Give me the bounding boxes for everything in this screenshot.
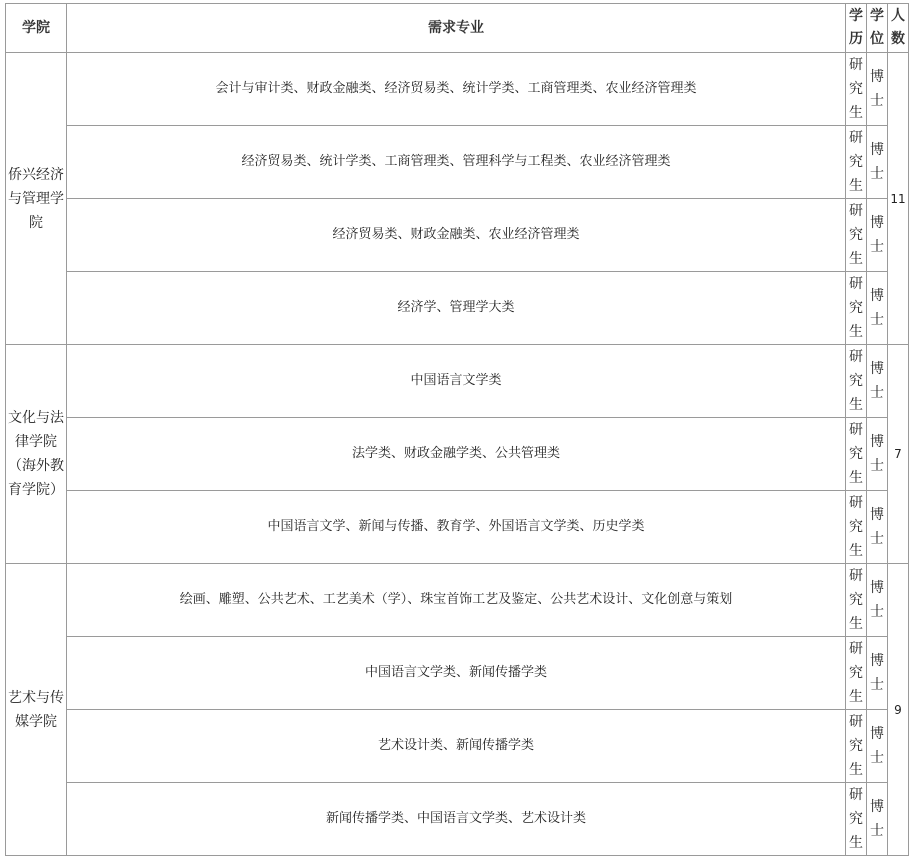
education-char: 研 bbox=[849, 641, 863, 657]
education-char: 研 bbox=[849, 787, 863, 803]
education-char: 生 bbox=[849, 689, 863, 705]
major-cell: 新闻传播学类、中国语言文学类、艺术设计类 bbox=[67, 783, 846, 856]
education-cell bbox=[846, 491, 867, 564]
education-cell bbox=[846, 418, 867, 491]
major-cell: 中国语言文学类、新闻传播学类 bbox=[67, 637, 846, 710]
degree-char: 博 bbox=[870, 361, 884, 377]
degree-char: 博 bbox=[870, 580, 884, 596]
education-char: 研 bbox=[849, 495, 863, 511]
education-cell bbox=[846, 199, 867, 272]
degree-cell bbox=[867, 710, 888, 783]
major-cell: 会计与审计类、财政金融类、经济贸易类、统计学类、工商管理类、农业经济管理类 bbox=[67, 53, 846, 126]
header-college: 学院 bbox=[6, 4, 67, 53]
degree-char: 士 bbox=[870, 823, 884, 839]
header-education bbox=[846, 4, 867, 53]
recruitment-table bbox=[5, 3, 909, 856]
degree-char: 士 bbox=[870, 604, 884, 620]
degree-cell bbox=[867, 126, 888, 199]
college-cell: 文化与法律学院（海外教育学院） bbox=[6, 345, 67, 564]
headcount-cell: 11 bbox=[888, 53, 909, 345]
education-char: 生 bbox=[849, 251, 863, 267]
degree-char: 士 bbox=[870, 750, 884, 766]
degree-char: 士 bbox=[870, 93, 884, 109]
education-char: 究 bbox=[849, 154, 863, 170]
education-char: 生 bbox=[849, 616, 863, 632]
education-char: 究 bbox=[849, 665, 863, 681]
major-cell: 经济学、管理学大类 bbox=[67, 272, 846, 345]
header-degree bbox=[867, 4, 888, 53]
education-cell bbox=[846, 272, 867, 345]
degree-cell bbox=[867, 418, 888, 491]
degree-char: 博 bbox=[870, 215, 884, 231]
header-char: 位 bbox=[870, 31, 884, 47]
education-char: 生 bbox=[849, 178, 863, 194]
degree-cell bbox=[867, 199, 888, 272]
degree-char: 博 bbox=[870, 142, 884, 158]
header-count bbox=[888, 4, 909, 53]
degree-cell bbox=[867, 783, 888, 856]
degree-char: 博 bbox=[870, 507, 884, 523]
education-char: 生 bbox=[849, 835, 863, 851]
education-char: 究 bbox=[849, 738, 863, 754]
degree-char: 士 bbox=[870, 531, 884, 547]
education-char: 生 bbox=[849, 324, 863, 340]
degree-char: 士 bbox=[870, 458, 884, 474]
table-row bbox=[6, 345, 909, 418]
college-cell: 艺术与传媒学院 bbox=[6, 564, 67, 856]
header-char: 数 bbox=[891, 31, 905, 47]
headcount-cell: 9 bbox=[888, 564, 909, 856]
table-row bbox=[6, 491, 909, 564]
recruitment-table-page bbox=[5, 3, 909, 856]
degree-cell bbox=[867, 491, 888, 564]
education-char: 究 bbox=[849, 81, 863, 97]
table-row bbox=[6, 126, 909, 199]
degree-cell bbox=[867, 345, 888, 418]
education-cell bbox=[846, 126, 867, 199]
education-char: 生 bbox=[849, 762, 863, 778]
major-cell: 中国语言文学类 bbox=[67, 345, 846, 418]
degree-cell bbox=[867, 564, 888, 637]
education-char: 究 bbox=[849, 373, 863, 389]
degree-char: 士 bbox=[870, 312, 884, 328]
table-row bbox=[6, 53, 909, 126]
education-char: 生 bbox=[849, 397, 863, 413]
degree-cell bbox=[867, 637, 888, 710]
education-cell bbox=[846, 564, 867, 637]
education-char: 研 bbox=[849, 568, 863, 584]
degree-cell bbox=[867, 53, 888, 126]
education-char: 研 bbox=[849, 422, 863, 438]
table-row bbox=[6, 783, 909, 856]
headcount-cell: 7 bbox=[888, 345, 909, 564]
education-char: 究 bbox=[849, 227, 863, 243]
education-char: 研 bbox=[849, 57, 863, 73]
education-char: 究 bbox=[849, 592, 863, 608]
header-major: 需求专业 bbox=[67, 4, 846, 53]
header-char: 人 bbox=[891, 8, 905, 24]
table-row bbox=[6, 199, 909, 272]
table-body bbox=[6, 53, 909, 856]
header-char: 学 bbox=[870, 8, 884, 24]
major-cell: 艺术设计类、新闻传播学类 bbox=[67, 710, 846, 783]
table-row bbox=[6, 418, 909, 491]
degree-char: 博 bbox=[870, 799, 884, 815]
education-char: 生 bbox=[849, 470, 863, 486]
education-char: 研 bbox=[849, 714, 863, 730]
education-cell bbox=[846, 710, 867, 783]
degree-char: 士 bbox=[870, 239, 884, 255]
degree-char: 博 bbox=[870, 434, 884, 450]
major-cell: 经济贸易类、财政金融类、农业经济管理类 bbox=[67, 199, 846, 272]
table-row bbox=[6, 272, 909, 345]
degree-char: 士 bbox=[870, 166, 884, 182]
major-cell: 绘画、雕塑、公共艺术、工艺美术（学）、珠宝首饰工艺及鉴定、公共艺术设计、文化创意与策划 bbox=[67, 564, 846, 637]
degree-cell bbox=[867, 272, 888, 345]
education-char: 研 bbox=[849, 349, 863, 365]
education-char: 究 bbox=[849, 300, 863, 316]
education-char: 生 bbox=[849, 105, 863, 121]
degree-char: 博 bbox=[870, 653, 884, 669]
education-char: 究 bbox=[849, 519, 863, 535]
degree-char: 博 bbox=[870, 69, 884, 85]
education-char: 研 bbox=[849, 276, 863, 292]
education-char: 生 bbox=[849, 543, 863, 559]
education-cell bbox=[846, 345, 867, 418]
major-cell: 中国语言文学、新闻与传播、教育学、外国语言文学类、历史学类 bbox=[67, 491, 846, 564]
education-char: 研 bbox=[849, 130, 863, 146]
table-row bbox=[6, 637, 909, 710]
header-char: 历 bbox=[849, 31, 863, 47]
table-row bbox=[6, 710, 909, 783]
education-cell bbox=[846, 783, 867, 856]
table-row bbox=[6, 564, 909, 637]
college-cell: 侨兴经济与管理学院 bbox=[6, 53, 67, 345]
education-char: 研 bbox=[849, 203, 863, 219]
major-cell: 法学类、财政金融学类、公共管理类 bbox=[67, 418, 846, 491]
education-char: 究 bbox=[849, 446, 863, 462]
degree-char: 士 bbox=[870, 677, 884, 693]
major-cell: 经济贸易类、统计学类、工商管理类、管理科学与工程类、农业经济管理类 bbox=[67, 126, 846, 199]
degree-char: 士 bbox=[870, 385, 884, 401]
header-row bbox=[6, 4, 909, 53]
header-char: 学 bbox=[849, 8, 863, 24]
education-char: 究 bbox=[849, 811, 863, 827]
education-cell bbox=[846, 53, 867, 126]
degree-char: 博 bbox=[870, 726, 884, 742]
degree-char: 博 bbox=[870, 288, 884, 304]
education-cell bbox=[846, 637, 867, 710]
